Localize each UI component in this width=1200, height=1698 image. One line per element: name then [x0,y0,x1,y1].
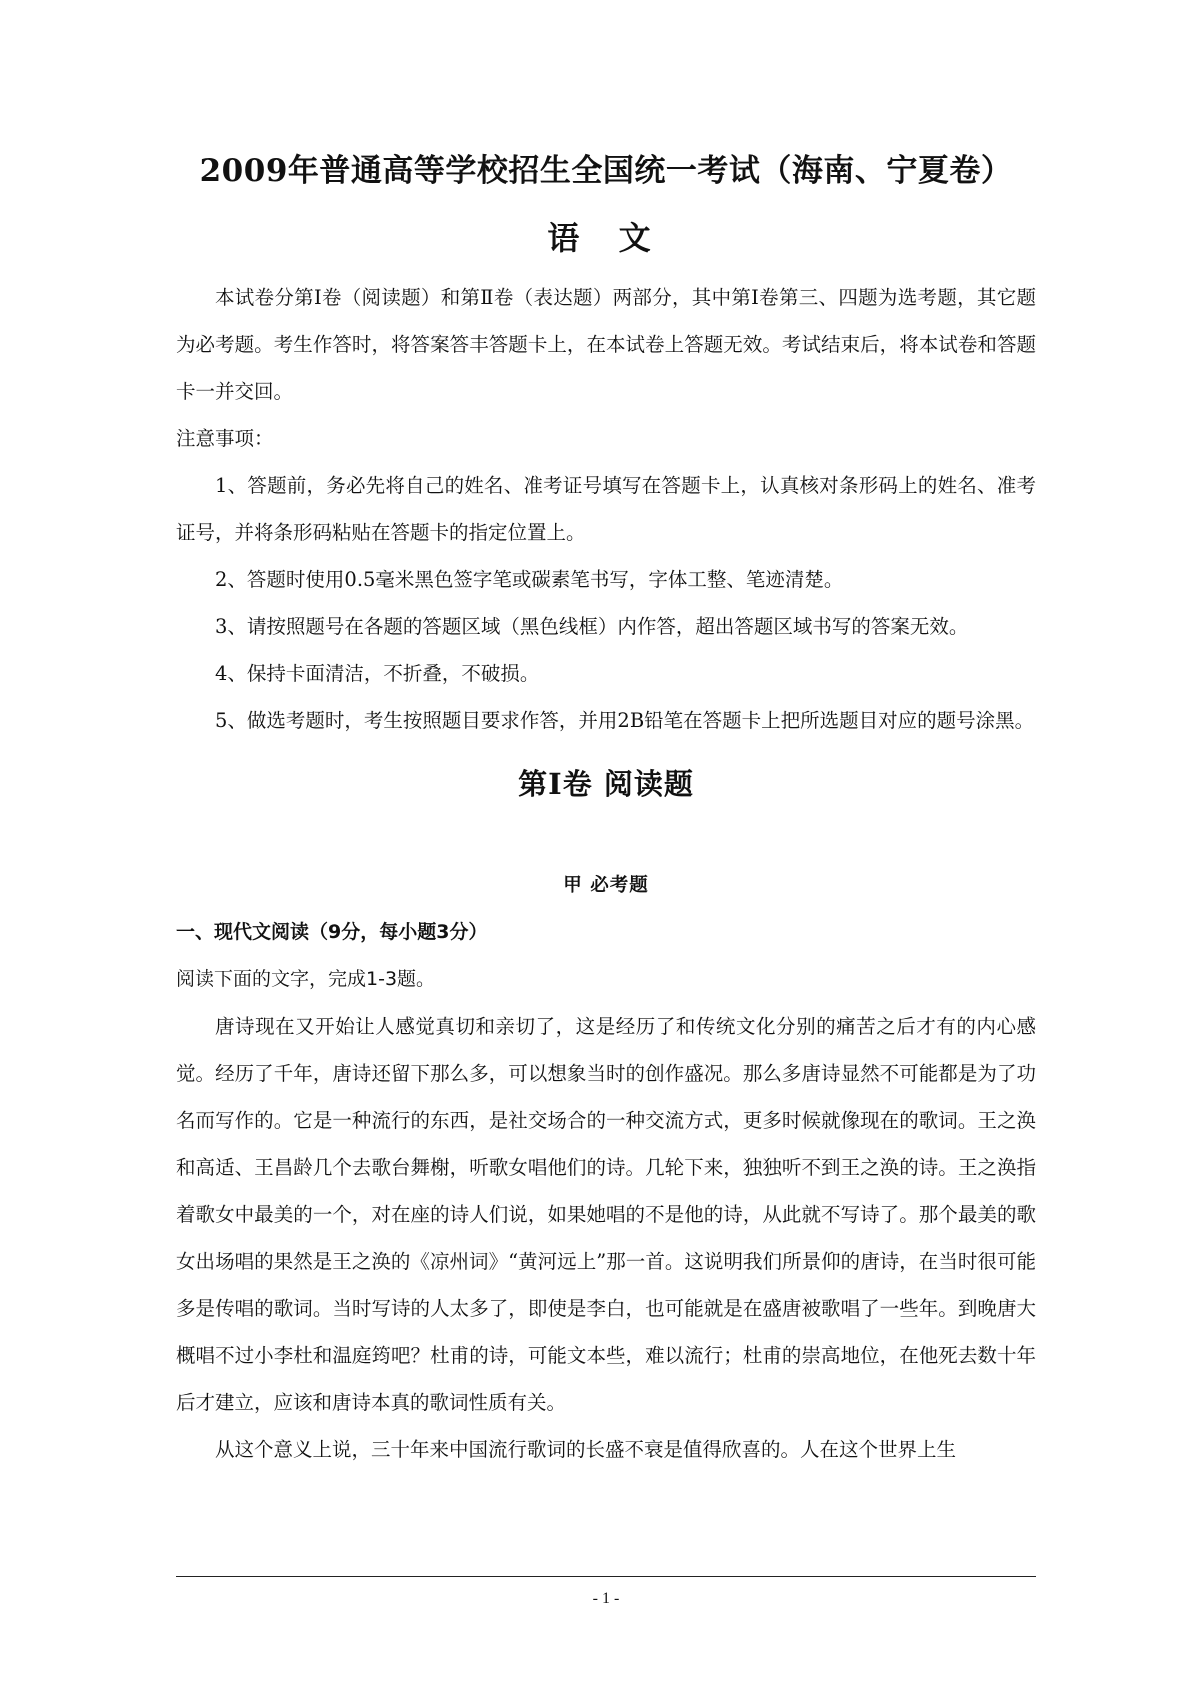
notes-label: 注意事项： [176,427,274,450]
passage-paragraph-1: 唐诗现在又开始让人感觉真切和亲切了，这是经历了和传统文化分别的痛苦之后才有的内心感觉。经历了千年，唐诗还留下那么多，可以想象当时的创作盛况。那么多唐诗显然不可能都是为了功名而写作的。它是一种流行的东西，是社交场合的一种交流方式，更多时候就像现在的歌词。王之涣和高适、王昌龄几个去歌台舞榭，听歌女唱他们的诗。几轮下来，独独听不到王之涣的诗。王之涣指着歌女中最美的一个，对在座的诗人们说，如果她唱的不是他的诗，从此就不写诗了。那个最美的歌女出场唱的果然是王之涣的《凉州词》“黄河远上”那一首。这说明我们所景仰的唐诗，在当时很可能多是传唱的歌词。当时写诗的人太多了，即使是李白，也可能就是在盛唐被歌唱了一些年。到晚唐大概唱不过小李杜和温庭筠吧？杜甫的诗，可能文本些，难以流行；杜甫的崇高地位，在他死去数十年后才建立，应该和唐诗本真的歌词性质有关。 [176,1015,1036,1414]
part-one-heading: 一、现代文阅读（9分，每小题3分） [176,921,488,943]
exam-title: 2009年普通高等学校招生全国统一考试（海南、宁夏卷） [199,153,1013,189]
footer-rule [176,1576,1036,1577]
page-number: - 1 - [592,1590,620,1607]
required-questions-heading: 甲 必考题 [563,875,649,896]
reading-instruction: 阅读下面的文字，完成1-3题。 [176,968,436,990]
note-item-4: 4、保持卡面清洁，不折叠，不破损。 [215,662,540,685]
note-item-5: 5、做选考题时，考生按照题目要求作答，并用2B铅笔在答题卡上把所选题目对应的题号涂黑。 [215,709,1035,732]
intro-paragraph: 本试卷分第Ⅰ卷（阅读题）和第Ⅱ卷（表达题）两部分，其中第Ⅰ卷第三、四题为选考题，其它题为必考题。考生作答时，将答案答丰答题卡上，在本试卷上答题无效。考试结束后，将本试卷和答题卡一并交回。 [176,286,1036,403]
notes-list [176,462,1036,744]
page-content [176,150,1036,1473]
passage-paragraph-2: 从这个意义上说，三十年来中国流行歌词的长盛不衰是值得欣喜的。人在这个世界上生 [215,1438,957,1461]
note-item-2: 2、答题时使用0.5毫米黑色签字笔或碳素笔书写，字体工整、笔迹清楚。 [215,568,844,591]
note-item-3: 3、请按照题号在各题的答题区域（黑色线框）内作答，超出答题区域书写的答案无效。 [215,615,969,638]
subject-title: 语 文 [547,219,665,257]
note-item-1: 1、答题前，务必先将自己的姓名、准考证号填写在答题卡上，认真核对条形码上的姓名、准考证号，并将条形码粘贴在答题卡的指定位置上。 [176,474,1036,544]
reading-passage [176,1003,1036,1473]
volume-one-title: 第Ⅰ卷 阅读题 [518,767,694,801]
